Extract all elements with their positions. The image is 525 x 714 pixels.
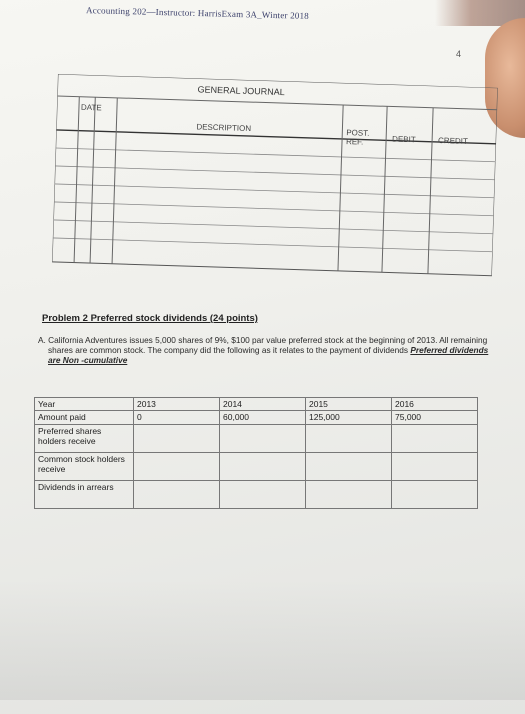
dividend-table	[34, 397, 478, 509]
journal-col-date: DATE	[80, 102, 102, 113]
table-cell[interactable]	[134, 425, 220, 453]
table-cell[interactable]	[392, 481, 478, 509]
table-row	[35, 425, 478, 453]
journal-col-post-ref: POST. REF.	[345, 128, 370, 147]
journal-title: GENERAL JOURNAL	[197, 84, 285, 98]
table-cell[interactable]	[392, 425, 478, 453]
table-cell[interactable]	[392, 453, 478, 481]
row-label: Preferred shares holders receive	[35, 425, 134, 453]
table-cell: 2014	[220, 398, 306, 411]
table-cell[interactable]	[306, 481, 392, 509]
table-cell[interactable]	[134, 481, 220, 509]
table-cell: 2015	[306, 398, 392, 411]
row-label: Amount paid	[35, 411, 134, 425]
course-header: Accounting 202—Instructor: HarrisExam 3A_Winter 2018	[85, 5, 310, 21]
table-cell[interactable]	[306, 453, 392, 481]
table-cell: 75,000	[392, 411, 478, 425]
row-label: Dividends in arrears	[35, 481, 134, 509]
problem-emphasis: Preferred dividends are Non -cumulative	[48, 345, 489, 365]
table-row	[35, 398, 478, 411]
problem-text	[36, 335, 496, 365]
page-number: 4	[456, 49, 462, 59]
table-cell[interactable]	[220, 425, 306, 453]
table-cell: 2016	[392, 398, 478, 411]
table-cell[interactable]	[306, 425, 392, 453]
table-cell: 60,000	[220, 411, 306, 425]
table-cell: 2013	[134, 398, 220, 411]
problem-title: Problem 2 Preferred stock dividends (24 points)	[42, 313, 258, 324]
general-journal	[52, 74, 498, 278]
table-cell[interactable]	[134, 453, 220, 481]
table-row	[35, 411, 478, 425]
row-label: Common stock holders receive	[35, 453, 134, 481]
journal-col-debit: DEBIT	[391, 134, 416, 145]
table-cell[interactable]	[220, 453, 306, 481]
problem-body: A. California Adventures issues 5,000 shares of 9%, $100 par value preferred stock at the beginning of 2013. All remaining shares are common stock. The company did the following as it relates to the payment of dividends	[38, 335, 488, 355]
table-row	[35, 481, 478, 509]
table-cell: 125,000	[306, 411, 392, 425]
row-label: Year	[35, 398, 134, 411]
table-cell[interactable]	[220, 481, 306, 509]
problem-2	[36, 313, 496, 365]
journal-col-credit: CREDIT	[437, 135, 469, 146]
table-cell: 0	[134, 411, 220, 425]
journal-col-description: DESCRIPTION	[196, 122, 252, 134]
table-row	[35, 453, 478, 481]
journal-grid	[52, 74, 498, 278]
page-shadow	[0, 580, 525, 700]
